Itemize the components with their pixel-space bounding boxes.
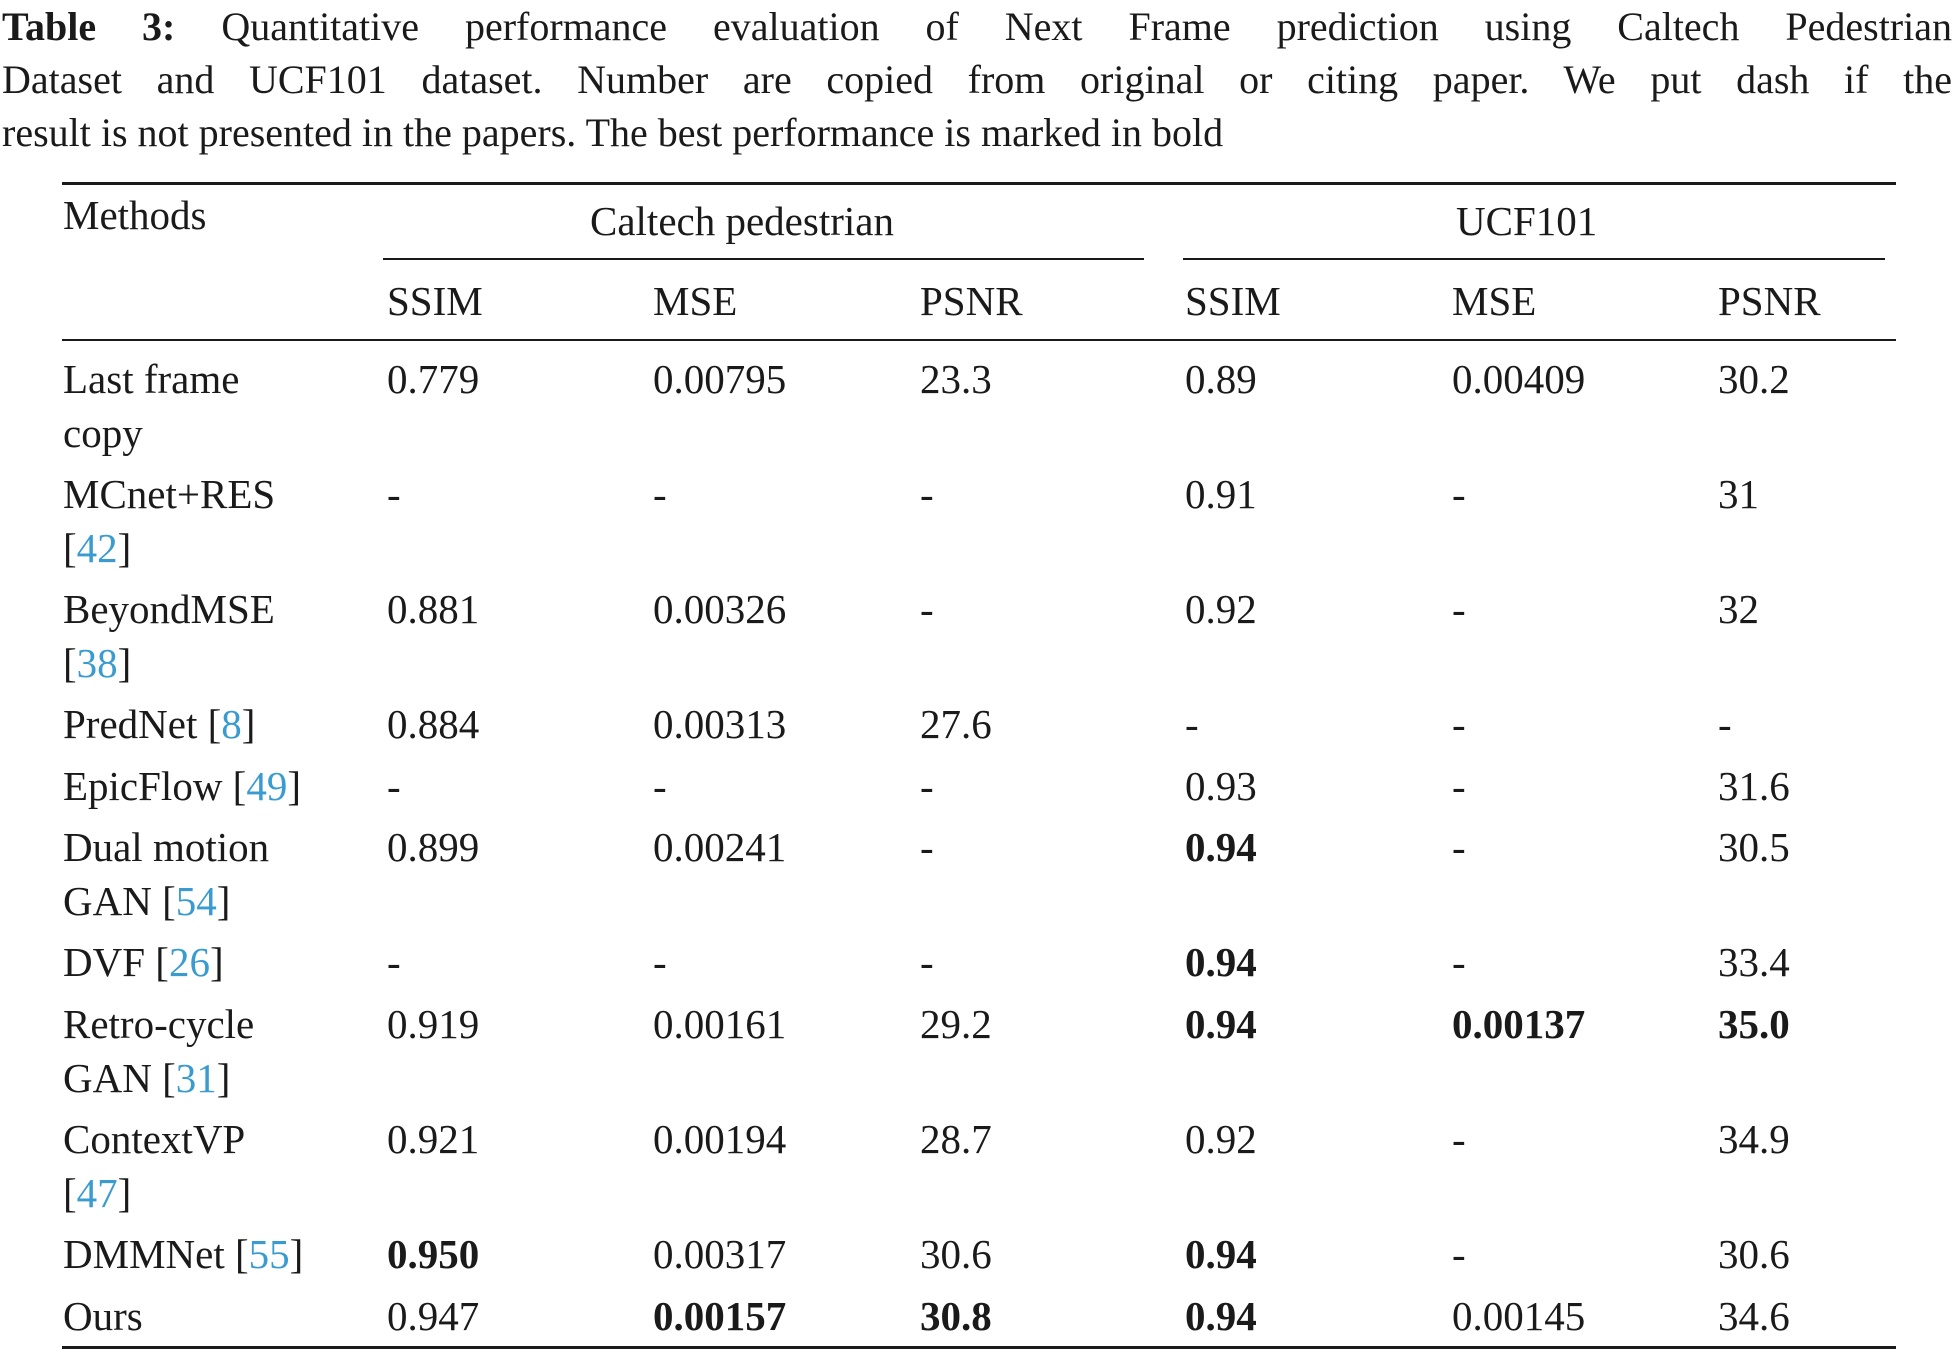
header-bottom-rule <box>62 339 1896 341</box>
table-bottom-rule <box>62 1346 1896 1349</box>
table-cell: - <box>1452 1116 1466 1162</box>
table-cell: - <box>1452 1231 1466 1277</box>
table-cell: 0.884 <box>387 701 480 747</box>
table-cell: 34.9 <box>1718 1116 1790 1162</box>
table-cell: 34.6 <box>1718 1293 1790 1339</box>
method-name <box>63 467 275 575</box>
table-cell: - <box>387 939 401 985</box>
table-cell: 0.94 <box>1185 1231 1257 1277</box>
table-cell: 0.881 <box>387 586 480 632</box>
method-name-line: [47] <box>63 1170 132 1216</box>
table-cell: - <box>653 471 667 517</box>
table-cell: 0.94 <box>1185 824 1257 870</box>
metric-header-ssim: SSIM <box>387 278 483 324</box>
table-cell: - <box>920 939 934 985</box>
table-cell: 0.947 <box>387 1293 480 1339</box>
group-header-caltech: Caltech pedestrian <box>590 198 894 244</box>
table-cell: - <box>1452 939 1466 985</box>
method-name <box>63 697 255 751</box>
table-cell: 0.921 <box>387 1116 480 1162</box>
table-cell: 29.2 <box>920 1001 992 1047</box>
method-name-line: GAN [31] <box>63 1055 231 1101</box>
table-cell: 0.00137 <box>1452 1001 1586 1047</box>
group-rule-caltech <box>383 258 1144 260</box>
method-name <box>63 759 301 813</box>
table-cell: 0.93 <box>1185 763 1257 809</box>
table-cell: - <box>1185 701 1199 747</box>
caption-label: Table 3: <box>2 4 176 49</box>
table-cell: - <box>387 471 401 517</box>
method-name <box>63 1289 143 1343</box>
table-cell: 0.00313 <box>653 701 787 747</box>
table-cell: 30.8 <box>920 1293 992 1339</box>
table-cell: 0.94 <box>1185 939 1257 985</box>
table-cell: 28.7 <box>920 1116 992 1162</box>
method-name <box>63 935 224 989</box>
caption-line-3: result is not presented in the papers. The best performance is marked in bold <box>2 110 1224 155</box>
table-cell: - <box>1452 763 1466 809</box>
citation-link[interactable]: 26 <box>168 939 210 985</box>
citation-link[interactable]: 49 <box>246 763 288 809</box>
method-name-line: Retro-cycle <box>63 1001 255 1047</box>
metric-header-psnr: PSNR <box>920 278 1023 324</box>
method-name-line: GAN [54] <box>63 878 231 924</box>
citation-link[interactable]: 55 <box>248 1231 290 1277</box>
table-cell: 0.00795 <box>653 356 787 402</box>
table-cell: - <box>653 763 667 809</box>
group-header-ucf101: UCF101 <box>1456 198 1598 244</box>
method-name-line: [38] <box>63 640 132 686</box>
method-name-line: DMMNet [55] <box>63 1231 304 1277</box>
table-cell: 0.92 <box>1185 1116 1257 1162</box>
table-cell: 35.0 <box>1718 1001 1790 1047</box>
table-cell: - <box>1452 586 1466 632</box>
method-name-line: BeyondMSE <box>63 586 275 632</box>
citation-link[interactable]: 54 <box>175 878 217 924</box>
method-name-line: ContextVP <box>63 1116 246 1162</box>
table-cell: 0.00194 <box>653 1116 787 1162</box>
method-name <box>63 352 239 460</box>
method-name-line: Last frame <box>63 356 240 402</box>
table-cell: 30.6 <box>920 1231 992 1277</box>
metric-header-mse: MSE <box>653 278 738 324</box>
table-cell: - <box>1718 701 1732 747</box>
citation-link[interactable]: 42 <box>76 525 118 571</box>
citation-link[interactable]: 47 <box>76 1170 118 1216</box>
table-cell: - <box>1452 824 1466 870</box>
group-rule-ucf101 <box>1183 258 1885 260</box>
table-cell: 0.94 <box>1185 1001 1257 1047</box>
citation-link[interactable]: 38 <box>76 640 118 686</box>
table-cell: 0.00326 <box>653 586 787 632</box>
table-cell: 0.00157 <box>653 1293 787 1339</box>
table-cell: 30.5 <box>1718 824 1790 870</box>
table-cell: 0.94 <box>1185 1293 1257 1339</box>
method-name-line: EpicFlow [49] <box>63 763 301 809</box>
method-name <box>63 1112 245 1220</box>
table-cell: - <box>920 763 934 809</box>
method-name <box>63 582 275 690</box>
table-cell: 30.6 <box>1718 1231 1790 1277</box>
table-cell: 27.6 <box>920 701 992 747</box>
table-cell: - <box>920 824 934 870</box>
method-name-line: MCnet+RES <box>63 471 276 517</box>
citation-link[interactable]: 8 <box>221 701 242 747</box>
method-name-line: DVF [26] <box>63 939 224 985</box>
table-caption <box>2 0 1952 159</box>
caption-line-1: Table 3: Quantitative performance evaluation of Next Frame prediction using Caltech Pedestrian <box>2 4 1952 49</box>
table-cell: 0.950 <box>387 1231 480 1277</box>
table-cell: - <box>1452 701 1466 747</box>
methods-header: Methods <box>63 192 207 238</box>
table-cell: - <box>920 586 934 632</box>
caption-line-2: Dataset and UCF101 dataset. Number are copied from original or citing paper. We put dash if the <box>2 57 1952 102</box>
table-cell: 31.6 <box>1718 763 1790 809</box>
table-cell: 23.3 <box>920 356 992 402</box>
table-cell: 0.899 <box>387 824 480 870</box>
table-cell: 30.2 <box>1718 356 1790 402</box>
table-cell: 0.00317 <box>653 1231 787 1277</box>
metric-header-mse: MSE <box>1452 278 1537 324</box>
table-cell: 0.00145 <box>1452 1293 1586 1339</box>
table-top-rule <box>62 182 1896 185</box>
table-cell: - <box>1452 471 1466 517</box>
method-name <box>63 820 269 928</box>
table-cell: - <box>653 939 667 985</box>
method-name-line: Ours <box>63 1293 143 1339</box>
method-name <box>63 1227 303 1281</box>
method-name-line: PredNet [8] <box>63 701 256 747</box>
table-cell: - <box>387 763 401 809</box>
method-name-line: copy <box>63 410 143 456</box>
table-cell: 33.4 <box>1718 939 1790 985</box>
method-name <box>63 997 254 1105</box>
table-cell: - <box>920 471 934 517</box>
table-cell: 0.89 <box>1185 356 1257 402</box>
method-name-line: [42] <box>63 525 132 571</box>
table-cell: 0.00241 <box>653 824 787 870</box>
citation-link[interactable]: 31 <box>175 1055 217 1101</box>
method-name-line: Dual motion <box>63 824 270 870</box>
table-cell: 0.92 <box>1185 586 1257 632</box>
metric-header-psnr: PSNR <box>1718 278 1821 324</box>
table-cell: 31 <box>1718 471 1759 517</box>
table-cell: 32 <box>1718 586 1759 632</box>
table-cell: 0.779 <box>387 356 480 402</box>
table-cell: 0.919 <box>387 1001 480 1047</box>
table-cell: 0.00161 <box>653 1001 787 1047</box>
metric-header-ssim: SSIM <box>1185 278 1281 324</box>
table-cell: 0.91 <box>1185 471 1257 517</box>
table-cell: 0.00409 <box>1452 356 1586 402</box>
